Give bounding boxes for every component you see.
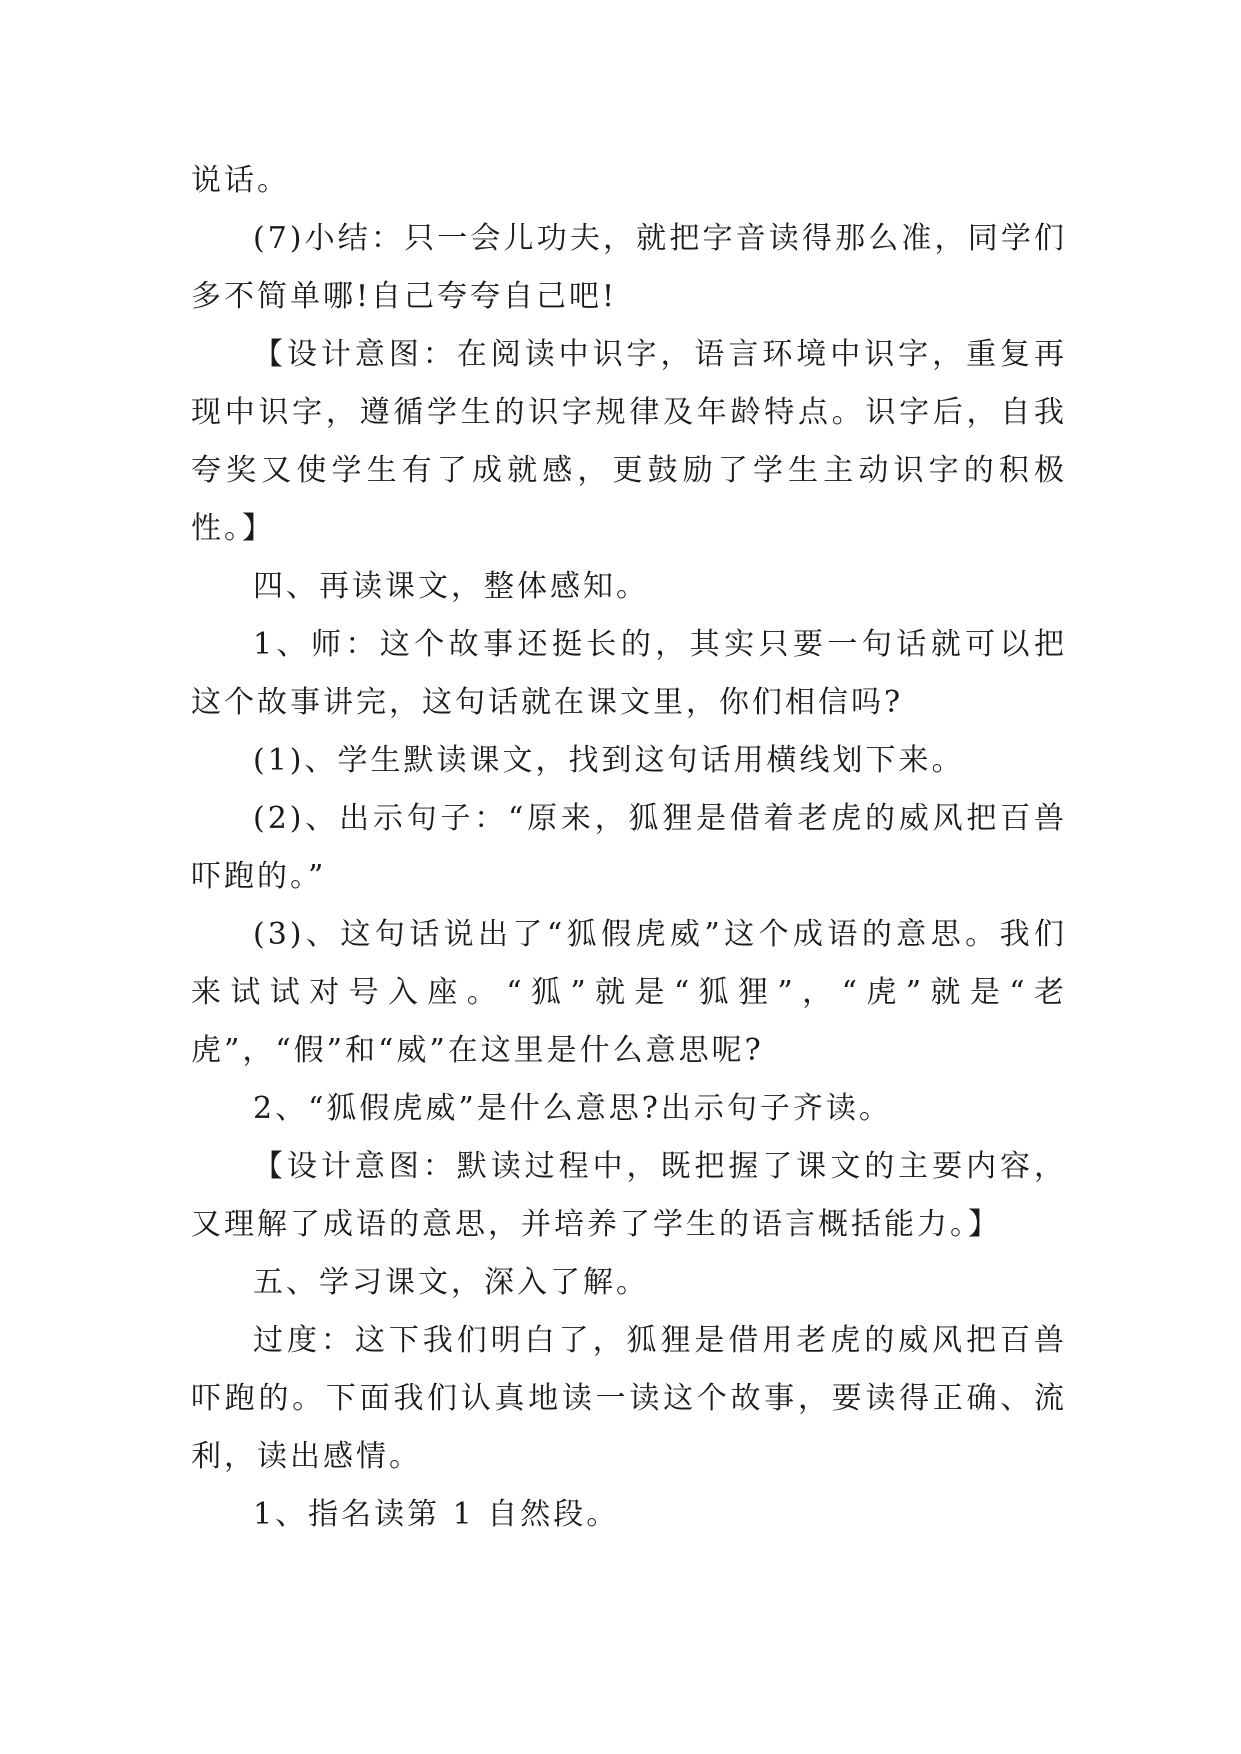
paragraph-step-3: (3)、这句话说出了“狐假虎威”这个成语的意思。我们来试试对号入座。“狐”就是“狐狸”，“虎”就是“老虎”，“假”和“威”在这里是什么意思呢? <box>191 917 1067 1068</box>
paragraph-design-intent-1: 【设计意图：在阅读中识字，语言环境中识字，重复再现中识字，遵循学生的识字规律及年龄特点。识字后，自我夸奖又使学生有了成就感，更鼓励了学生主动识字的积极性。】 <box>191 337 1067 546</box>
document-page <box>191 152 1067 1544</box>
paragraph-step-1: (1)、学生默读课文，找到这句话用横线划下来。 <box>253 743 965 778</box>
paragraph-teacher-question: 1、师：这个故事还挺长的，其实只要一句话就可以把这个故事讲完，这句话就在课文里，你们相信吗? <box>191 627 1067 720</box>
paragraph-transition: 过度：这下我们明白了，狐狸是借用老虎的威风把百兽吓跑的。下面我们认真地读一读这个故事，要读得正确、流利，读出感情。 <box>191 1323 1067 1474</box>
paragraph-continuation: 说话。 <box>191 163 290 198</box>
paragraph-step-2: (2)、出示句子：“原来，狐狸是借着老虎的威风把百兽吓跑的。” <box>191 801 1067 894</box>
paragraph-summary: (7)小结：只一会儿功夫，就把字音读得那么准，同学们多不简单哪!自己夸夸自己吧! <box>191 221 1067 314</box>
paragraph-idiom-meaning: 2、“狐假虎威”是什么意思?出示句子齐读。 <box>253 1091 892 1126</box>
section-heading-5: 五、学习课文，深入了解。 <box>253 1265 649 1300</box>
paragraph-reading-task: 1、指名读第 1 自然段。 <box>253 1497 620 1532</box>
paragraph-design-intent-2: 【设计意图：默读过程中，既把握了课文的主要内容，又理解了成语的意思，并培养了学生的语言概括能力。】 <box>191 1149 1067 1242</box>
section-heading-4: 四、再读课文，整体感知。 <box>253 569 649 604</box>
